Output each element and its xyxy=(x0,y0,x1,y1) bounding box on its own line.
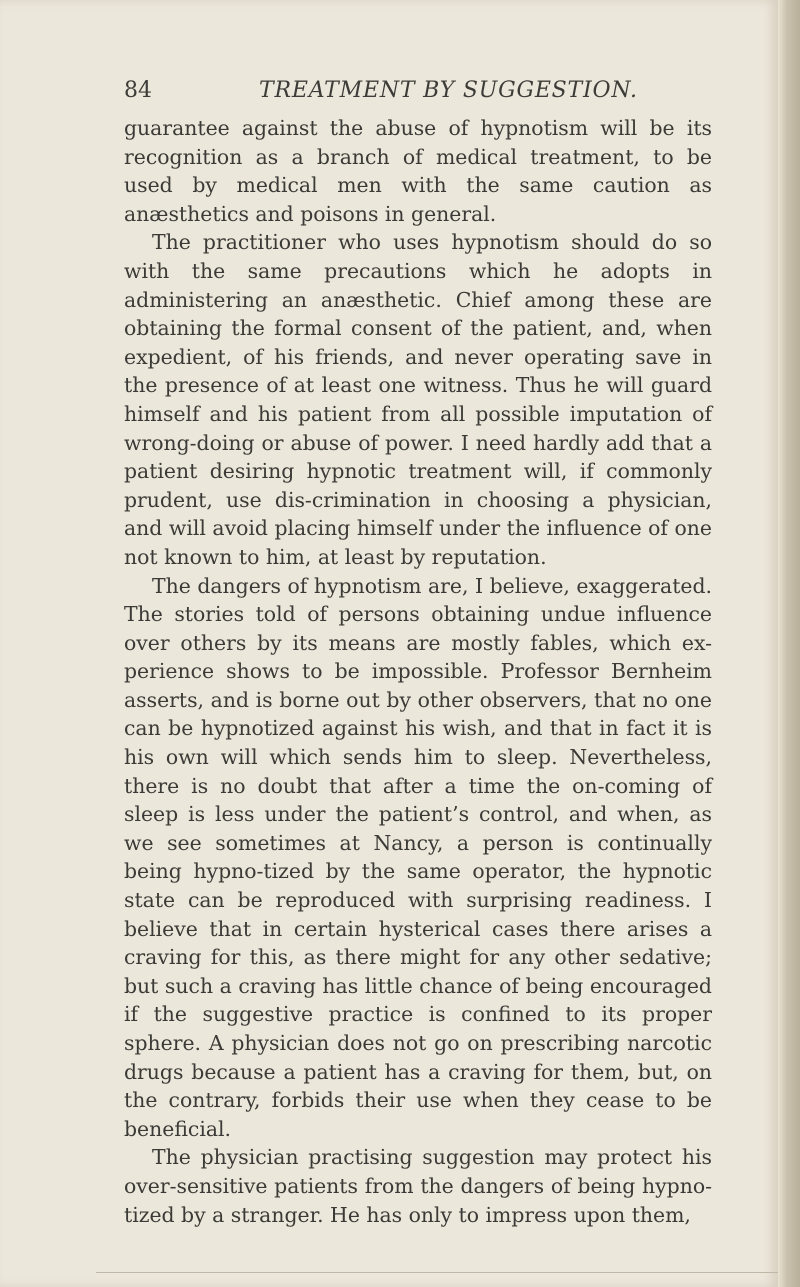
paragraph-protection: The physician practising suggestion may protect his over-sensitive patients from the dangers of being hypno-tized by a stranger. He has only to impress upon them, xyxy=(124,1145,712,1227)
page-number: 84 xyxy=(124,78,152,103)
page-header xyxy=(124,76,684,110)
body-text xyxy=(124,114,712,1229)
running-title: TREATMENT BY SUGGESTION. xyxy=(259,78,638,103)
paragraph-continuation: guarantee against the abuse of hypnotism will be its recognition as a branch of medical treatment, to be used by medical men with the same caution as anæsthetics and poisons in general. xyxy=(124,116,712,226)
paragraph-precautions: The practitioner who uses hypnotism should do so with the same precautions which he adopts in administering an anæsthetic. Chief among these are obtaining the formal consent of the patient, and, when expedient, of his friends, and never operating save in the presence of at least one witness. Thus he will guard himself and his patient from all possible imputation of wrong-doing or abuse of power. I need hardly add that a patient desiring hypnotic treatment will, if commonly prudent, use dis-crimination in choosing a physician, and will avoid placing himself under the influence of one not known to him, at least by reputation. xyxy=(124,230,712,569)
page-edge xyxy=(778,0,800,1287)
bottom-rule xyxy=(96,1272,778,1273)
paragraph-dangers: The dangers of hypnotism are, I believe, exaggerated. The stories told of persons obtaining undue influence over others by its means are mostly fables, which ex-perience shows to be impossible. Professor Bernheim asserts, and is borne out by other observers, that no one can be hypnotized against his wish, and that in fact it is his own will which sends him to sleep. Nevertheless, there is no doubt that after a time the on-coming of sleep is less under the patient’s control, and when, as we see sometimes at Nancy, a person is continually being hypno-tized by the same operator, the hypnotic state can be reproduced with surprising readiness. I believe that in certain hysterical cases there arises a craving for this, as there might for any other sedative; but such a craving has little chance of being encouraged if the suggestive practice is confined to its proper sphere. A physician does not go on prescribing narcotic drugs because a patient has a craving for them, but, on the contrary, forbids their use when they cease to be beneficial. xyxy=(124,573,712,1141)
